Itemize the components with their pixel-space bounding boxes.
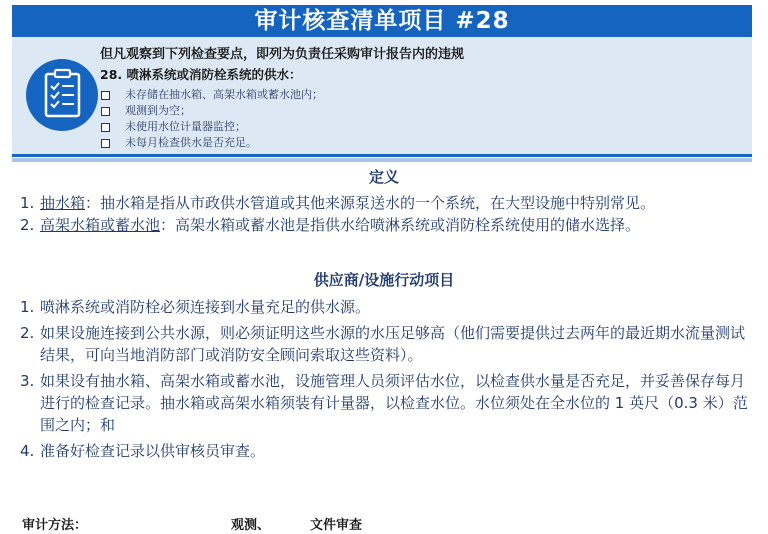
definitions-list xyxy=(20,192,756,236)
definition-item: 1. 抽水箱：抽水箱是指从市政供水管道或其他来源泵送水的一个系统，在大型设施中特别常见。 xyxy=(20,194,656,212)
actions-heading: 供应商/设施行动项目 xyxy=(313,271,455,289)
action-item xyxy=(20,322,756,366)
item-number: 4. xyxy=(20,442,35,460)
definition-term: 抽水箱 xyxy=(40,194,86,212)
checklist-item: 未每月检查供水是否充足。 xyxy=(100,135,323,151)
action-text: 喷淋系统或消防栓必须连接到水量充足的供水源。 xyxy=(40,298,371,316)
definition-text: 高架水箱或蓄水池是指供水给喷淋系统或消防栓系统使用的储水选择。 xyxy=(175,216,641,234)
audit-method-document-review: 文件审查 xyxy=(310,518,363,533)
divider xyxy=(12,158,752,162)
checkbox-icon xyxy=(101,91,110,100)
item-number: 3. xyxy=(20,372,35,390)
header-lead: 但凡观察到下列检查要点，即列为负责任采购审计报告内的违规 xyxy=(100,47,465,62)
checkbox-icon xyxy=(101,123,110,132)
header-panel xyxy=(12,37,752,154)
actions-list xyxy=(20,296,756,462)
action-item xyxy=(20,370,756,436)
item-number: 1. xyxy=(20,298,35,316)
audit-method-label: 审计方法： xyxy=(22,518,88,533)
audit-method-observation: 观测、 xyxy=(231,518,271,533)
checkbox-icon xyxy=(101,107,110,116)
definition-item: 2. 高架水箱或蓄水池：高架水箱或蓄水池是指供水给喷淋系统或消防栓系统使用的储水选择。 xyxy=(20,216,641,234)
action-text: 准备好检查记录以供审核员审查。 xyxy=(40,442,266,460)
item-number: 1. xyxy=(20,194,35,212)
item-heading: 28. 喷淋系统或消防栓系统的供水： xyxy=(100,67,302,82)
checklist xyxy=(100,87,323,151)
action-item xyxy=(20,296,756,318)
item-number: 2. xyxy=(20,216,35,234)
clipboard-checklist-icon xyxy=(26,59,98,131)
checkbox-icon xyxy=(101,139,110,148)
checklist-item: 未使用水位计量器监控； xyxy=(100,119,323,135)
action-text: 如果设有抽水箱、高架水箱或蓄水池，设施管理人员须评估水位，以检查供水量是否充足，并妥善保存每月进行的检查记录。抽水箱或高架水箱须装有计量器，以检查水位。水位须处在全水位的 1 英尺（0.3 米）范围之内；和 xyxy=(40,372,748,434)
checklist-item: 未存储在抽水箱、高架水箱或蓄水池内； xyxy=(100,87,323,103)
page-title: 审计核查清单项目 #28 xyxy=(12,5,752,37)
item-number: 2. xyxy=(20,324,35,342)
definitions-heading: 定义 xyxy=(368,168,399,186)
definition-term: 高架水箱或蓄水池 xyxy=(40,216,161,234)
definition-text: 抽水箱是指从市政供水管道或其他来源泵送水的一个系统，在大型设施中特别常见。 xyxy=(100,194,656,212)
action-item xyxy=(20,440,756,462)
checklist-item: 观测到为空； xyxy=(100,103,323,119)
action-text: 如果设施连接到公共水源，则必须证明这些水源的水压足够高（他们需要提供过去两年的最近期水流量测试结果，可向当地消防部门或消防安全顾问索取这些资料）。 xyxy=(40,324,746,364)
divider xyxy=(12,154,752,157)
